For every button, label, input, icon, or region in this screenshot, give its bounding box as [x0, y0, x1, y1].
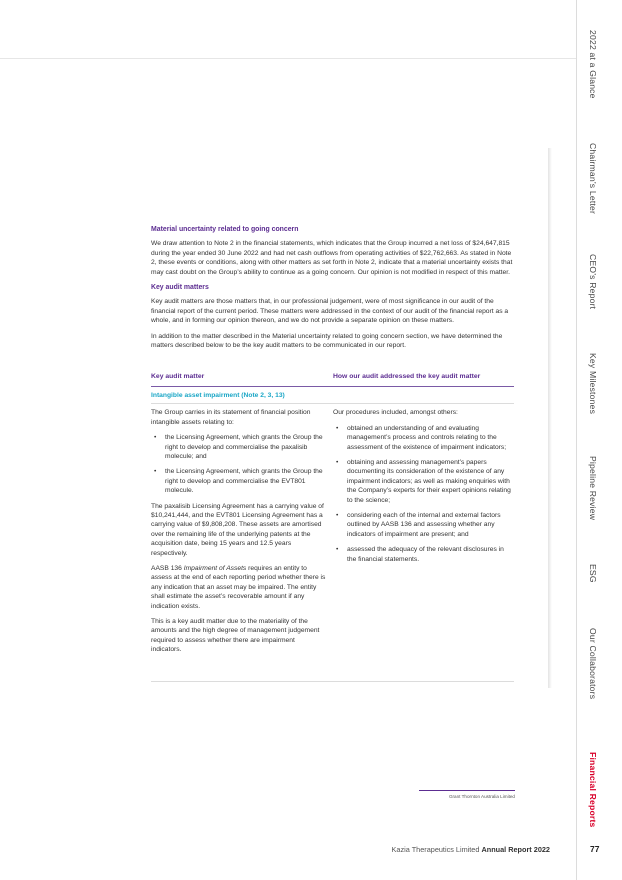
page-number: 77 — [590, 844, 600, 854]
kam-aasb136: AASB 136 Impairment of Assets requires an entity to assess at the end of each reporting period whether there is any indication that an asset may be impaired. The entity shall estimate the asset’s recoverable amount if any indication exists. — [151, 564, 326, 610]
page-shadow — [548, 148, 552, 688]
audit-report-content — [151, 225, 514, 661]
kam-reason: This is a key audit matter due to the materiality of the amounts and the high degree of management judgement required to assess whether there are impairment indicators. — [151, 618, 320, 654]
bullet-icon: • — [336, 424, 339, 432]
bullet-icon: • — [336, 511, 339, 519]
going-concern-heading: Material uncertainty related to going concern — [151, 226, 299, 233]
nav-item-key-milestones[interactable]: Key Milestones — [588, 353, 598, 415]
nav-item-chairmans-letter[interactable]: Chairman’s Letter — [588, 143, 598, 215]
list-item: • the Licensing Agreement, which grants the Group the right to develop and commercialise the EVT801 molecule. — [154, 468, 323, 495]
kam-table-body — [151, 404, 514, 660]
bullet-icon: • — [154, 468, 157, 476]
top-rule — [0, 58, 576, 59]
going-concern-paragraph: We draw attention to Note 2 in the financial statements, which indicates that the Group incurred a net loss of $24,647,815 during the year ended 30 June 2022 and had net cash outflows from operating activities of $22,762,663. As stated in Note 2, these events or conditions, along with other matters as set forth in Note 2, indicate that a material uncertainty exists that may cast doubt on the Group’s ability to continue as a going concern. Our opinion is not modified in respect of this matter. — [151, 240, 513, 276]
bullet-icon: • — [336, 546, 339, 554]
kam-description-column — [151, 408, 326, 660]
col-header-audit-response: How our audit addressed the key audit matter — [333, 373, 481, 381]
kam-asset-list — [151, 433, 326, 495]
nav-item-pipeline-review[interactable]: Pipeline Review — [588, 456, 598, 521]
list-item: • obtained an understanding of and evaluating management’s process and controls relating to the assessment of the existence of impairment indicators; — [336, 424, 507, 451]
kam-section-title: Intangible asset impairment (Note 2, 3, 13) — [151, 387, 514, 404]
page-footer — [300, 845, 550, 854]
key-audit-matters-heading: Key audit matters — [151, 284, 209, 292]
list-item: • obtaining and assessing management’s papers documenting its consideration of the existence of any impairment indicators; as well as making enquiries with the Company’s experts for their expert opinions relating to the science; — [336, 458, 511, 504]
signature-rule — [419, 790, 515, 791]
list-item: • considering each of the internal and external factors outlined by AASB 136 and assessing whether any indicators of impairment are present; and — [336, 511, 501, 538]
bullet-icon: • — [336, 458, 339, 466]
kam-intro: The Group carries in its statement of financial position intangible assets relating to: — [151, 409, 311, 426]
procedures-intro: Our procedures included, amongst others: — [333, 409, 458, 417]
key-audit-matters-paragraph-1: Key audit matters are those matters that, in our professional judgement, were of most significance in our audit of the financial report of the current period. These matters were addressed in the context of our audit of the financial report as a whole, and in forming our opinion thereon, and we do not provide a separate opinion on these matters. — [151, 298, 509, 325]
bullet-icon: • — [154, 434, 157, 442]
col-header-key-audit-matter: Key audit matter — [151, 373, 205, 381]
key-audit-matters-paragraph-2: In addition to the matter described in the Material uncertainty related to going concern section, we have determined the matters described below to be the key audit matters to be communicated in our report. — [151, 332, 503, 350]
nav-item-financial-reports[interactable]: Financial Reports — [588, 752, 598, 828]
section-nav — [577, 0, 622, 880]
footer-company: Kazia Therapeutics Limited — [391, 845, 482, 854]
nav-item-our-collaborators[interactable]: Our Collaborators — [588, 628, 598, 700]
kam-carrying-values: The paxalisib Licensing Agreement has a carrying value of $10,241,444, and the EVT801 Licensing Agreement has a carrying value of $9,808,208. These assets are amortised over the remaining life of the underlying patents at the acquisition date, being 15 years and 12.5 years respectively. — [151, 502, 324, 557]
nav-item-esg[interactable]: ESG — [588, 564, 598, 583]
procedures-list — [333, 424, 514, 564]
auditor-signature-text: Grant Thornton Australia Limited — [448, 794, 515, 799]
list-item: • assessed the adequacy of the relevant disclosures in the financial statements. — [336, 546, 504, 563]
audit-response-column — [333, 408, 514, 660]
nav-item-2022-at-a-glance[interactable]: 2022 at a Glance — [588, 30, 598, 99]
kam-table-header — [151, 372, 514, 386]
nav-item-ceos-report[interactable]: CEO’s Report — [588, 254, 598, 310]
footer-report-title: Annual Report 2022 — [481, 845, 550, 854]
table-bottom-rule — [151, 681, 514, 682]
list-item: • the Licensing Agreement, which grants the Group the right to develop and commercialise the paxalisib molecule; and — [154, 434, 323, 460]
